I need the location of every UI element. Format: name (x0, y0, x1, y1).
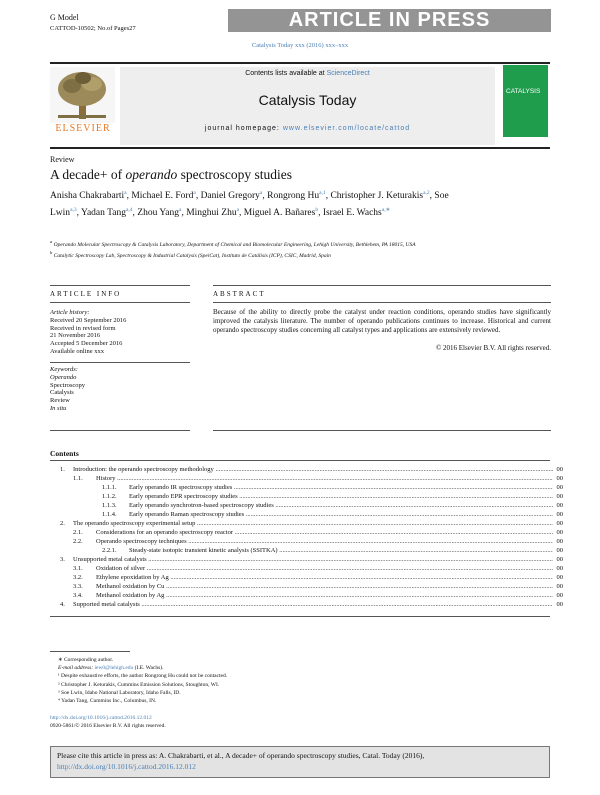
contents-title: Contents (50, 449, 79, 458)
author-name[interactable]: Minghui Zhu (186, 208, 237, 219)
keywords-rule (50, 362, 190, 363)
doi-link[interactable]: http://dx.doi.org/10.1016/j.cattod.2016.12.012 (50, 715, 152, 721)
toc-entry-text[interactable]: Introduction: the operando spectroscopy methodology ..... (73, 465, 553, 474)
footnotes (58, 656, 358, 705)
history-item: Accepted 5 December 2016 (50, 340, 123, 348)
toc-entry-text[interactable]: Early operando synchrotron-based spectroscopy studies ..... (129, 501, 553, 510)
author-affil-mark[interactable]: a,2 (423, 190, 430, 196)
author-name[interactable]: Miguel A. Bañares (243, 208, 316, 219)
history-item: Available online xxx (50, 347, 105, 355)
citation-doi-link[interactable]: http://dx.doi.org/10.1016/j.cattod.2016.12.012 (57, 761, 196, 771)
toc-page[interactable]: 00 (556, 565, 563, 572)
keyword: Operando (50, 373, 77, 381)
abstract-rule (213, 302, 551, 303)
article-type: Review (50, 155, 75, 164)
author-affil-mark[interactable]: a,4 (125, 207, 133, 214)
email-label: E-mail address: (58, 665, 94, 672)
history-list (50, 317, 190, 356)
author-name[interactable]: Zhou Yang (137, 208, 179, 219)
toc-row[interactable] (50, 591, 563, 600)
sciencedirect-link[interactable]: ScienceDirect (326, 70, 370, 77)
keyword: Catalysis (50, 389, 74, 397)
toc-page[interactable]: 00 (556, 529, 563, 536)
keyword: Review (50, 397, 70, 405)
author-name[interactable]: Israel E. Wachs (322, 208, 382, 219)
g-model-label: G Model (50, 13, 79, 22)
toc-row[interactable] (50, 510, 563, 519)
toc-number: 3.2. (73, 574, 83, 581)
toc-number: 3. (60, 556, 65, 563)
history-item: Received 20 September 2016 (50, 316, 127, 324)
article-title (50, 167, 292, 183)
toc-number: 1.1.3. (102, 502, 117, 509)
copyright-notice: © 2016 Elsevier B.V. All rights reserved. (435, 344, 551, 352)
toc-row[interactable] (50, 492, 563, 501)
author-affil-mark[interactable]: a,3 (70, 207, 77, 214)
affiliation (50, 238, 480, 249)
toc-page[interactable]: 00 (556, 538, 563, 545)
author-name[interactable]: Yadan Tang (81, 208, 126, 219)
citation-body: Please cite this article in press as: A. Chakrabarti, et al., A decade+ of operando spectroscopy studies, Catal. Today (2016), (57, 751, 425, 760)
toc-number: 1.1. (73, 475, 83, 482)
toc-row[interactable] (50, 573, 563, 582)
abstract-rule-bottom (213, 430, 551, 431)
footnote: ³ Soe Lwin, Idaho National Laboratory, Idaho Falls, ID. (58, 689, 181, 696)
header-bottom-rule (50, 147, 550, 149)
toc-page[interactable]: 00 (556, 502, 563, 509)
toc-page[interactable]: 00 (556, 475, 563, 482)
footnote: ¹ Despite exhaustive efforts, the author Rongrong Hu could not be contacted. (58, 673, 228, 680)
article-history (50, 309, 190, 356)
title-part: A decade+ of (50, 167, 126, 182)
toc-row[interactable] (50, 537, 563, 546)
title-part: spectroscopy studies (177, 167, 292, 182)
toc-entry-text[interactable]: The operando spectroscopy experimental setup ..... (73, 519, 553, 528)
toc-row[interactable] (50, 465, 563, 474)
toc-page[interactable]: 00 (556, 547, 563, 554)
toc-entry-text[interactable]: Ethylene epoxidation by Ag ..... (96, 573, 553, 582)
keywords-label: Keywords: (50, 366, 78, 373)
toc-page[interactable]: 00 (556, 484, 563, 491)
toc-page[interactable]: 00 (556, 466, 563, 473)
journal-citation[interactable]: Catalysis Today xxx (2016) xxx–xxx (251, 42, 349, 49)
affiliation (50, 249, 480, 260)
toc-page[interactable]: 00 (556, 511, 563, 518)
toc-entry-text[interactable]: Early operando Raman spectroscopy studies ..... (129, 510, 553, 519)
toc-row[interactable] (50, 582, 563, 591)
toc-row[interactable] (50, 519, 563, 528)
author-affil-mark[interactable]: a (236, 207, 240, 214)
toc-number: 2. (60, 520, 65, 527)
author-name[interactable]: Christopher J. Keturakis (330, 191, 424, 202)
corresponding-author: ∗ Corresponding author. (58, 657, 114, 663)
contents-rule (50, 460, 550, 461)
toc-entry-text[interactable]: Oxidation of silver ..... (96, 564, 553, 573)
contents-prefix: Contents lists available at (245, 70, 325, 77)
toc-number: 2.1. (73, 529, 83, 536)
toc-number: 3.3. (73, 583, 83, 590)
footnote-list (58, 672, 358, 705)
contents-line (120, 70, 495, 77)
info-rule-bottom (50, 430, 190, 431)
author-affil-mark[interactable]: a (193, 190, 196, 196)
author-affil-mark[interactable]: a,1 (319, 190, 326, 196)
affiliation-mark: a (50, 239, 53, 244)
footnote-rule (50, 651, 130, 652)
toc-entry-text[interactable]: Supported metal catalysts ..... (73, 600, 553, 609)
keyword: In situ (50, 404, 67, 412)
email-link[interactable]: iew0@lehigh.edu (94, 665, 134, 672)
affiliation-mark: b (50, 250, 53, 256)
toc-page[interactable]: 00 (556, 583, 563, 590)
toc-entry-text[interactable]: Early operando EPR spectroscopy studies ..... (129, 492, 553, 501)
journal-title[interactable]: Catalysis Today (258, 92, 357, 108)
author-affil-mark[interactable]: a (259, 190, 263, 196)
footnote: ⁴ Yadan Tang, Cummins Inc., Columbus, IN. (58, 698, 157, 705)
keywords-block (50, 366, 190, 413)
author-affil-mark[interactable]: a (124, 190, 127, 196)
toc-number: 1.1.4. (102, 511, 117, 518)
cover-title: CATALYSIS (506, 88, 541, 95)
page-count: No.of Pages27 (97, 25, 136, 32)
toc-page[interactable]: 00 (556, 601, 563, 608)
author-name[interactable]: Michael E. Ford (131, 191, 194, 202)
elsevier-tree-icon[interactable] (50, 67, 115, 123)
toc-page[interactable]: 00 (556, 520, 563, 527)
author-name[interactable]: Soe Lwin (50, 191, 449, 219)
author-name[interactable]: Daniel Gregory (200, 191, 260, 202)
article-info-heading: ARTICLE INFO (50, 290, 122, 298)
toc-row[interactable] (50, 546, 563, 555)
toc-entry-text[interactable]: Unsupported metal catalysts ..... (73, 555, 553, 564)
toc-row[interactable] (50, 600, 563, 609)
history-item: Received in revised form (50, 324, 116, 332)
header-top-rule (50, 62, 550, 64)
toc-number: 3.1. (73, 565, 83, 572)
toc-row[interactable] (50, 474, 563, 483)
toc-entry-text[interactable]: Methanol oxidation by Ag ..... (96, 591, 553, 600)
toc-page[interactable]: 00 (556, 574, 563, 581)
history-item: 21 November 2016 (50, 332, 101, 340)
toc-number: 2.2.1. (102, 547, 117, 554)
toc-number: 3.4. (73, 592, 83, 599)
table-of-contents (50, 465, 563, 609)
author-affil-mark[interactable]: a,∗ (381, 207, 391, 214)
keyword: Spectroscopy (50, 381, 86, 389)
toc-entry-text[interactable]: Operando spectroscopy techniques ..... (96, 537, 553, 546)
abstract-text: Because of the ability to directly probe the catalyst under reaction conditions, operando studies have significantly improved the catalysis literature. The number of operando publications continues to increase. Historical and current operando spectroscopy studies concerning all catalyst types and applications are extensively reviewed. (213, 308, 551, 334)
toc-entry-text[interactable]: Methanol oxidation by Cu ..... (96, 582, 553, 591)
homepage-link[interactable]: www.elsevier.com/locate/cattod (282, 125, 411, 132)
email-suffix: (I.E. Wachs). (134, 665, 164, 672)
toc-entry-text[interactable]: Early operando IR spectroscopy studies ..... (129, 483, 553, 492)
affiliations (50, 238, 480, 261)
abstract-heading: ABSTRACT (213, 290, 266, 298)
toc-row[interactable] (50, 564, 563, 573)
toc-number: 1.1.1. (102, 484, 117, 491)
journal-homepage (120, 125, 495, 132)
toc-number: 2.2. (73, 538, 83, 545)
toc-number: 1.1.2. (102, 493, 117, 500)
abstract-rule-top (213, 285, 551, 286)
journal-cover-image[interactable] (503, 65, 548, 137)
doi-block (50, 714, 166, 730)
author-list: Anisha Chakrabarti$^a$, Michael E. Ford$^a$, Daniel Gregory$^a$, Rongrong Hu$^{a,1}$, Christopher J. Keturakis$^{a,2}$, Soe Lwin$^{a,3}$, Yadan Tang$^{a,4}$, Zhou Yang$^a$, Minghui Zhu$^a$, Miguel A. Bañares$^b$, Israel E. Wachs$^{a,∗}$ (50, 190, 449, 219)
affiliation-text: Catalytic Spectroscopy Lab, Spectroscopy & Industrial Catalysis (SpeiCat), Instituto de Catálisis (ICP), CSIC, Madrid, Spain (52, 253, 331, 260)
toc-row[interactable] (50, 555, 563, 564)
footnote: ² Christopher J. Keturakis, Cummins Emission Solutions, Stoughton, WI. (58, 681, 220, 688)
toc-row[interactable] (50, 501, 563, 510)
toc-row[interactable] (50, 528, 563, 537)
author-affil-mark[interactable]: a (178, 207, 182, 214)
toc-page[interactable]: 00 (556, 556, 563, 563)
author-affil-mark[interactable]: b (315, 207, 319, 214)
article-ref (50, 25, 136, 32)
ref-code: CATTOD-10502; (50, 25, 96, 32)
author-name[interactable]: Anisha Chakrabarti (50, 191, 125, 202)
history-label: Article history: (50, 309, 90, 316)
info-rule-top (50, 285, 190, 286)
issn-line: 0920-5861/© 2016 Elsevier B.V. All rights reserved. (50, 723, 166, 729)
keywords-list (50, 374, 190, 413)
affiliation-text: Operando Molecular Spectroscopy & Catalysis Laboratory, Department of Chemical and Biomolecular Engineering, Lehigh University, Bethlehem, PA 18015, USA (52, 241, 416, 248)
title-italic: operando (125, 167, 178, 182)
toc-entry-text[interactable]: Steady-state isotopic transient kinetic analysis (SSITKA) ..... (129, 546, 553, 555)
contents-rule-bottom (50, 616, 550, 617)
citation-text (57, 751, 543, 772)
toc-number: 4. (60, 601, 65, 608)
toc-number: 1. (60, 466, 65, 473)
article-in-press-banner: ARTICLE IN PRESS (228, 9, 551, 32)
toc-entry-text[interactable]: Considerations for an operando spectroscopy reactor ..... (96, 528, 553, 537)
info-rule (50, 302, 190, 303)
homepage-label: journal homepage: (204, 125, 280, 132)
author-name[interactable]: Rongrong Hu (267, 191, 320, 202)
toc-page[interactable]: 00 (556, 592, 563, 599)
email-line (58, 664, 358, 672)
toc-row[interactable] (50, 483, 563, 492)
toc-page[interactable]: 00 (556, 493, 563, 500)
toc-entry-text[interactable]: History ..... (96, 474, 553, 483)
elsevier-logo-text[interactable]: ELSEVIER (55, 123, 111, 134)
